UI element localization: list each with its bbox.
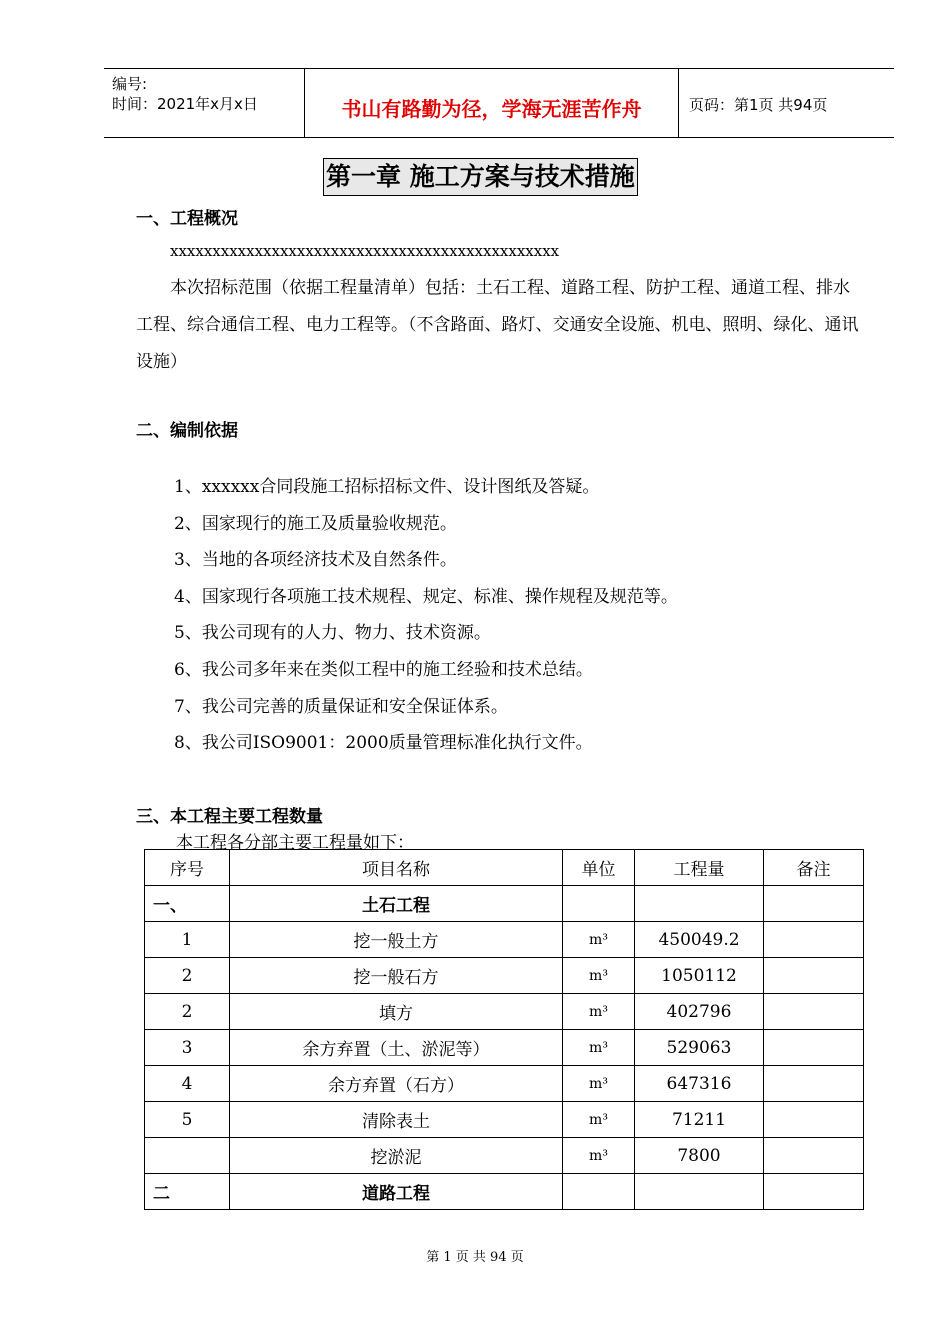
cell-quantity: 529063 [635, 1030, 764, 1066]
cell-unit: m³ [563, 1030, 635, 1066]
cell-index [145, 1138, 230, 1174]
table-section-row [145, 1174, 864, 1210]
cell-quantity: 402796 [635, 994, 764, 1030]
basis-item: 7、我公司完善的质量保证和安全保证体系。 [174, 696, 508, 717]
slogan: 书山有路勤为径，学海无涯苦作舟 [341, 97, 642, 121]
cell-item-name: 挖淤泥 [230, 1138, 563, 1174]
time-label: 时间：2021年x月x日 [112, 95, 258, 113]
table-row [145, 1030, 864, 1066]
basis-item: 2、国家现行的施工及质量验收规范。 [174, 513, 457, 534]
cell-quantity: 1050112 [635, 958, 764, 994]
table-header-row [145, 850, 864, 886]
header-slogan-cell [305, 69, 679, 137]
column-header: 工程量 [635, 850, 764, 886]
table-row [145, 958, 864, 994]
cell-item-name: 挖一般土方 [230, 922, 563, 958]
cell-index: 5 [145, 1102, 230, 1138]
cell-note [764, 922, 864, 958]
quantities-intro: 本工程各分部主要工程量如下： [176, 833, 414, 853]
cell-item-name: 清除表土 [230, 1102, 563, 1138]
cell-note [764, 886, 864, 922]
page-number-label: 页码：第1页 共94页 [689, 96, 828, 114]
cell-item-name: 挖一般石方 [230, 958, 563, 994]
scope-paragraph: 本次招标范围（依据工程量清单）包括：土石工程、道路工程、防护工程、通道工程、排水工程、综合通信工程、电力工程等。（不含路面、路灯、交通安全设施、机电、照明、绿化、通讯设施） [136, 278, 859, 372]
column-header: 项目名称 [230, 850, 563, 886]
table-row [145, 1102, 864, 1138]
cell-note [764, 958, 864, 994]
header-meta-cell [104, 69, 305, 137]
cell-unit: m³ [563, 922, 635, 958]
table-row [145, 922, 864, 958]
cell-item-name: 填方 [230, 994, 563, 1030]
cell-unit [563, 886, 635, 922]
column-header: 单位 [563, 850, 635, 886]
header-page-cell [679, 69, 894, 137]
basis-item: 3、当地的各项经济技术及自然条件。 [174, 550, 457, 571]
basis-item: 4、国家现行各项施工技术规程、规定、标准、操作规程及规范等。 [174, 586, 678, 607]
page-header [104, 68, 894, 138]
page-footer: 第 1 页 共 94 页 [426, 1250, 524, 1265]
table-row [145, 994, 864, 1030]
cell-note [764, 1066, 864, 1102]
quantities-table [144, 849, 864, 1210]
cell-item-name: 土石工程 [230, 886, 563, 922]
cell-quantity: 647316 [635, 1066, 764, 1102]
cell-item-name: 道路工程 [230, 1174, 563, 1210]
basis-item: 5、我公司现有的人力、物力、技术资源。 [174, 623, 491, 644]
table-row [145, 1066, 864, 1102]
cell-quantity [635, 1174, 764, 1210]
cell-index: 一、 [145, 886, 230, 922]
basis-item: 6、我公司多年来在类似工程中的施工经验和技术总结。 [174, 660, 593, 680]
cell-note [764, 1174, 864, 1210]
cell-index: 2 [145, 958, 230, 994]
cell-unit: m³ [563, 1066, 635, 1102]
cell-index: 2 [145, 994, 230, 1030]
table-section-row [145, 886, 864, 922]
cell-note [764, 1138, 864, 1174]
cell-unit: m³ [563, 994, 635, 1030]
basis-item: 1、xxxxxx合同段施工招标招标文件、设计图纸及答疑。 [174, 477, 600, 497]
cell-note [764, 1030, 864, 1066]
section-heading-quantities: 三、本工程主要工程数量 [136, 807, 323, 827]
cell-item-name: 余方弃置（土、淤泥等） [230, 1030, 563, 1066]
cell-index: 3 [145, 1030, 230, 1066]
cell-item-name: 余方弃置（石方） [230, 1066, 563, 1102]
cell-note [764, 1102, 864, 1138]
cell-unit: m³ [563, 1102, 635, 1138]
cell-index: 4 [145, 1066, 230, 1102]
table-row [145, 1138, 864, 1174]
cell-quantity [635, 886, 764, 922]
table-body [145, 886, 864, 1210]
basis-item: 8、我公司ISO9001：2000质量管理标准化执行文件。 [174, 733, 593, 754]
cell-quantity: 7800 [635, 1138, 764, 1174]
column-header: 序号 [145, 850, 230, 886]
cell-quantity: 450049.2 [635, 922, 764, 958]
cell-quantity: 71211 [635, 1102, 764, 1138]
cell-unit [563, 1174, 635, 1210]
section-heading-overview: 一、工程概况 [136, 209, 238, 229]
code-label: 编号: [112, 75, 148, 93]
cell-note [764, 994, 864, 1030]
cell-index: 二 [145, 1174, 230, 1210]
column-header: 备注 [764, 850, 864, 886]
project-name-placeholder: xxxxxxxxxxxxxxxxxxxxxxxxxxxxxxxxxxxxxxxxxxxxxx [170, 242, 560, 260]
section-heading-basis: 二、编制依据 [136, 421, 238, 441]
chapter-title: 第一章 施工方案与技术措施 [323, 158, 638, 196]
cell-index: 1 [145, 922, 230, 958]
cell-unit: m³ [563, 958, 635, 994]
cell-unit: m³ [563, 1138, 635, 1174]
